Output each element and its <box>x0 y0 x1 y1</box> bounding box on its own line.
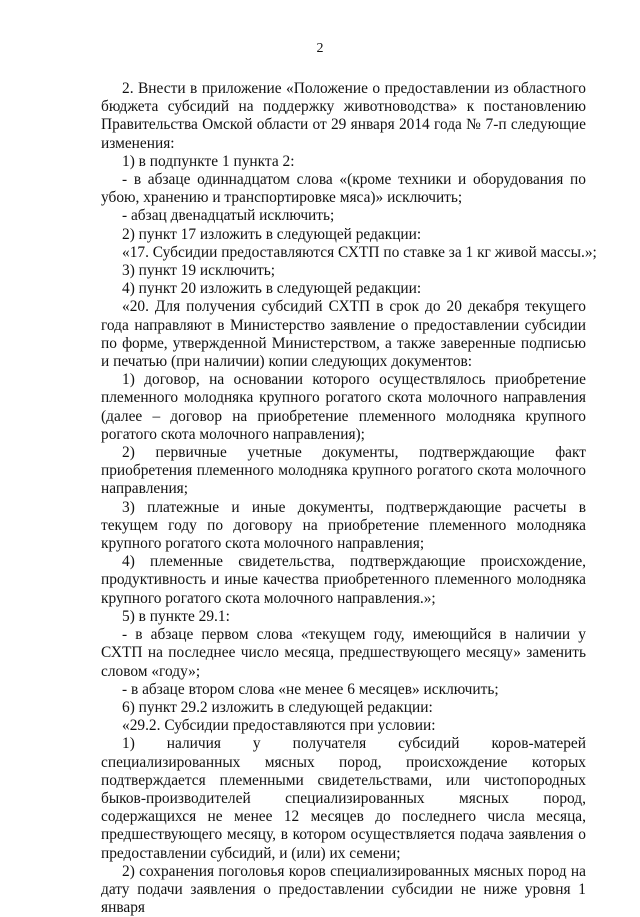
paragraph-item-3: 3) пункт 19 исключить; <box>122 262 276 280</box>
paragraph-dash-4: - в абзаце втором слова «не менее 6 месяцев» исключить; <box>122 680 499 698</box>
paragraph-doc-2: 2) первичные учетные документы, подтверждающие факт приобретения племенного молодняка крупного рогатого скота молочного направления; <box>101 444 586 498</box>
paragraph-doc-1: 1) договор, на основании которого осуществлялось приобретение племенного молодняка крупного рогатого скота молочного направления (далее – договор на приобретение племенного молодняка крупного рогатого скота молочного направления); <box>101 371 586 443</box>
paragraph-amendment-intro: 2. Внести в приложение «Положение о предоставлении из областного бюджета субсидий на поддержку животноводства» к постановлению Правительства Омской области от 29 января 2014 года № 7-п следующие изменения: <box>101 80 586 152</box>
paragraph-subitem-1: 1) в подпункте 1 пункта 2: <box>122 152 295 170</box>
paragraph-item-6: 6) пункт 29.2 изложить в следующей редакции: <box>122 698 433 716</box>
paragraph-condition-1: 1) наличия у получателя субсидий коров-матерей специализированных мясных пород, происхождение которых подтверждается племенными свидетельствами, или чистопородных быков-производителей специализированных мясных пород, содержащихся не менее 12 месяцев до последнего числа месяца, предшествующего месяцу, в котором осуществляется подача заявления о предоставлении субсидий, и (или) их семени; <box>101 735 586 862</box>
page-number: 2 <box>316 41 324 56</box>
paragraph-item-2: 2) пункт 17 изложить в следующей редакции: <box>122 225 422 243</box>
paragraph-condition-2: 2) сохранения поголовья коров специализированных мясных пород на дату подачи заявления о предоставлении субсидии не ниже уровня 1 января <box>101 862 586 917</box>
paragraph-dash-3: - в абзаце первом слова «текущем году, имеющийся в наличии у СХТП на последнее число месяца, предшествующего месяцу» заменить словом «году»; <box>101 626 586 680</box>
paragraph-clause-20: «20. Для получения субсидий СХТП в срок до 20 декабря текущего года направляют в Министерство заявление о предоставлении субсидии по форме, утвержденной Министерством, а также заверенные подписью и печатью (при наличии) копии следующих документов: <box>101 298 586 371</box>
paragraph-clause-17: «17. Субсидии предоставляются СХТП по ставке за 1 кг живой массы.»; <box>122 243 597 261</box>
paragraph-dash-1: - в абзаце одиннадцатом слова «(кроме техники и оборудования по убою, хранению и транспортировке мяса)» исключить; <box>101 171 586 207</box>
paragraph-doc-4: 4) племенные свидетельства, подтверждающие происхождение, продуктивность и иные качества приобретенного племенного молодняка крупного рогатого скота молочного направления.»; <box>101 553 586 607</box>
paragraph-item-5: 5) в пункте 29.1: <box>122 607 230 625</box>
paragraph-dash-2: - абзац двенадцатый исключить; <box>122 207 335 225</box>
document-body <box>101 80 597 917</box>
paragraph-clause-29-2: «29.2. Субсидии предоставляются при условии: <box>122 717 436 735</box>
paragraph-item-4: 4) пункт 20 изложить в следующей редакции: <box>122 280 422 298</box>
paragraph-doc-3: 3) платежные и иные документы, подтверждающие расчеты в текущем году по договору на приобретение племенного молодняка крупного рогатого скота молочного направления; <box>101 498 586 553</box>
